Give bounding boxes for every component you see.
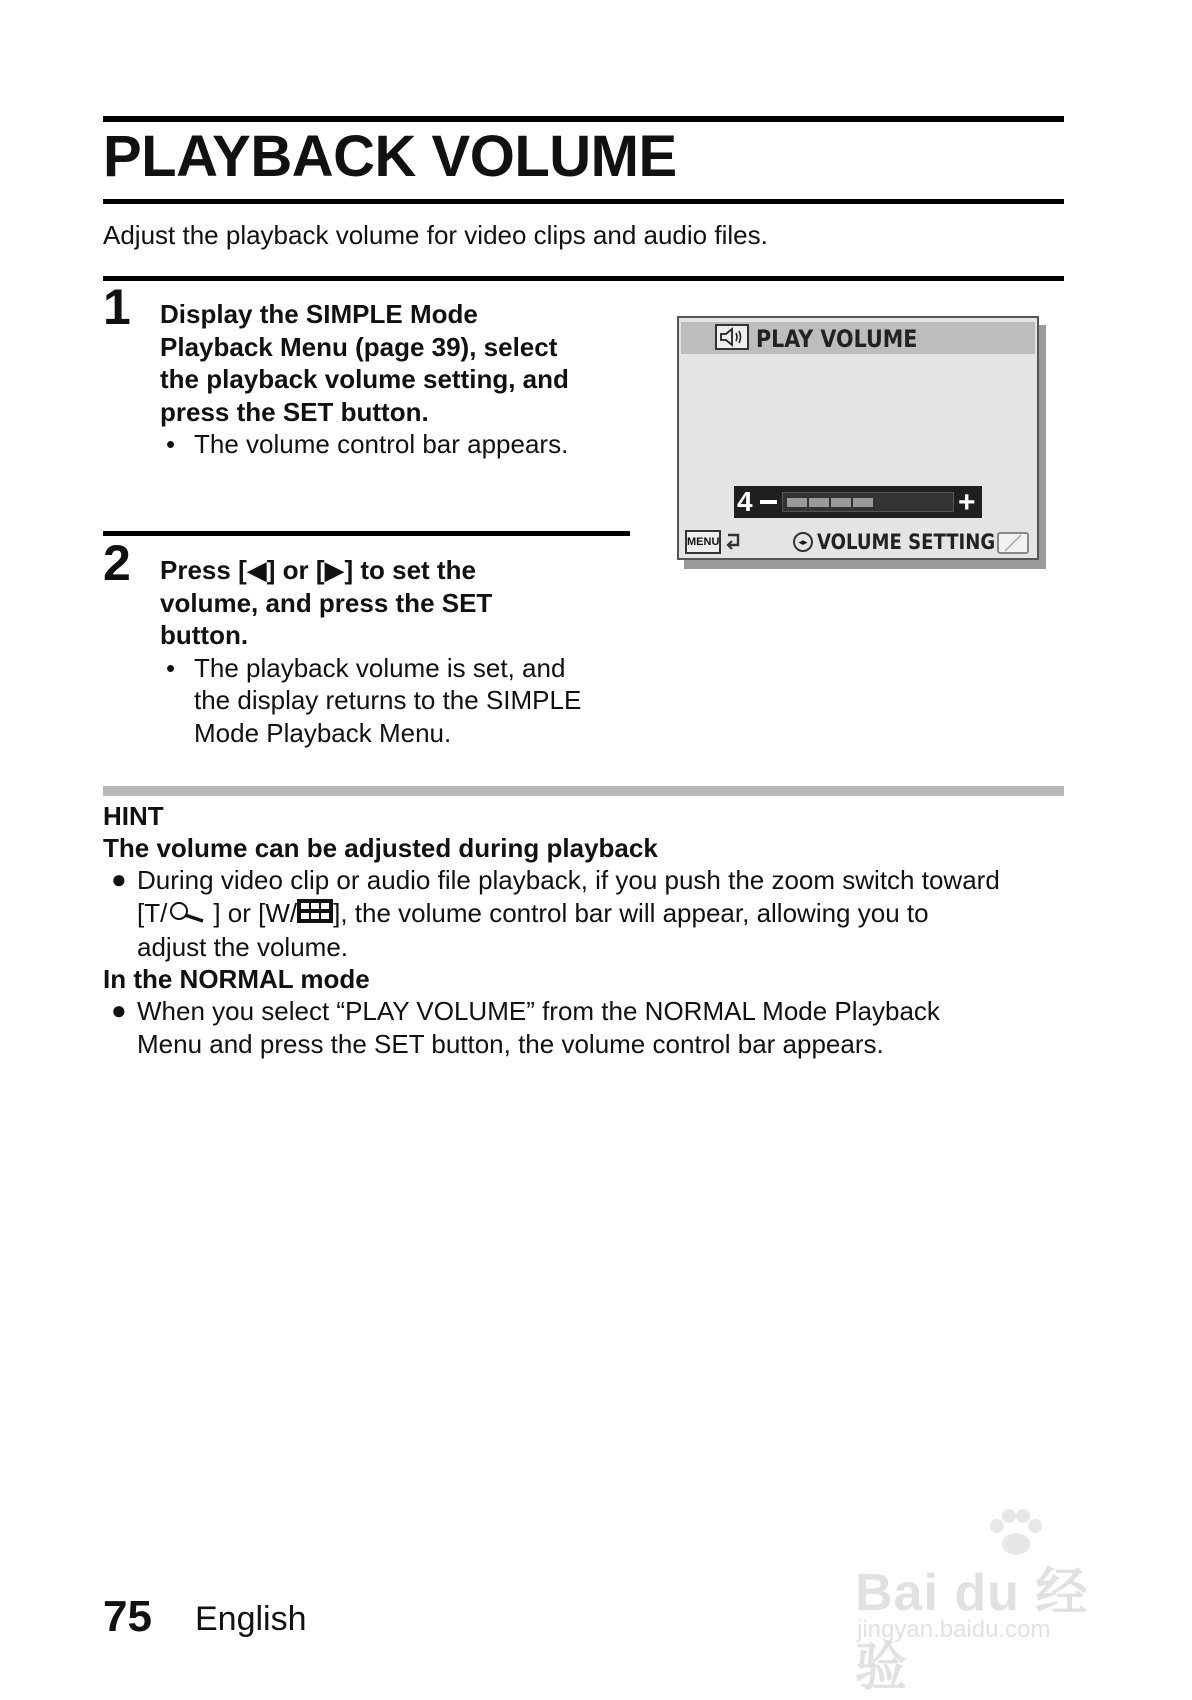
left-right-icon: ◂▸ (793, 532, 813, 552)
step-2-bullet-cont: Mode Playback Menu. (194, 717, 452, 748)
volume-segment (853, 498, 873, 507)
zoom-tele-icon (167, 898, 213, 931)
page-number: 75 (103, 1592, 152, 1641)
hint-section (103, 800, 1064, 1060)
volume-segment (809, 498, 829, 507)
watermark (855, 1508, 1135, 1697)
hint-bullet-cont: Menu and press the SET button, the volume control bar appears. (137, 1028, 884, 1059)
hint-bullet-cont: adjust the volume. (137, 931, 349, 962)
step-2-line: Press [◀] or [▶] to set the (160, 555, 476, 585)
volume-control-bar[interactable] (734, 486, 982, 518)
menu-icon: MENU (685, 530, 721, 554)
return-icon (725, 532, 743, 556)
bullet-dot: ● (111, 864, 127, 894)
hint-bullet: ● During video clip or audio file playback, if you push the zoom switch toward (111, 864, 1000, 895)
screen-title: PLAY VOLUME (756, 325, 918, 353)
watermark-main: Bai du 经验 (855, 1564, 1089, 1697)
hint-heading: HINT (103, 801, 164, 831)
hint-subheading: In the NORMAL mode (103, 964, 370, 995)
hint-bullet: ● When you select “PLAY VOLUME” from the NORMAL Mode Playback (111, 995, 940, 1027)
step-1-line: the playback volume setting, and (160, 364, 569, 394)
step-1-number: 1 (103, 279, 131, 335)
watermark-sub: jingyan.baidu.com (857, 1616, 1051, 1643)
step1-rule (103, 276, 1064, 281)
screen-header (681, 322, 1035, 354)
step-2-line: volume, and press the SET (160, 587, 493, 618)
screen-footer-text: VOLUME SETTING (817, 530, 996, 554)
hint-bar (103, 786, 1064, 796)
screen-footer (685, 530, 1031, 556)
step-1-line: press the SET button. (160, 396, 429, 427)
battery-icon (997, 532, 1029, 554)
step-2-bullet: • The playback volume is set, and (166, 652, 566, 683)
step2-rule (103, 531, 630, 536)
title-underline (103, 199, 1064, 204)
hint-bullet-cont: [T/ ] or [W/ ], the volume control bar will appear, allowing you to (103, 897, 1064, 931)
volume-minus-icon (760, 500, 777, 504)
volume-segment (787, 498, 807, 507)
camera-screen (677, 316, 1039, 560)
step-1-content (160, 298, 620, 461)
volume-plus-icon: + (958, 486, 976, 519)
step-2-bullet-cont: the display returns to the SIMPLE (194, 685, 582, 715)
bullet-dot: ● (111, 995, 127, 1026)
page-title: PLAYBACK VOLUME (103, 124, 677, 189)
speaker-icon (715, 324, 749, 350)
step-2-line: button. (160, 620, 249, 650)
language-label: English (195, 1600, 307, 1638)
step-1-bullet: • The volume control bar appears. (166, 429, 569, 459)
intro-text: Adjust the playback volume for video clips and audio files. (103, 220, 768, 250)
zoom-wide-icon (297, 898, 333, 931)
volume-value: 4 (737, 486, 753, 517)
step-2-number: 2 (103, 535, 131, 591)
volume-track (782, 492, 954, 512)
volume-segment (831, 498, 851, 507)
step-2-content (160, 554, 620, 749)
hint-subheading: The volume can be adjusted during playback (103, 833, 658, 863)
step-1-line: Playback Menu (page 39), select (160, 331, 558, 362)
step-1-line: Display the SIMPLE Mode (160, 299, 478, 329)
